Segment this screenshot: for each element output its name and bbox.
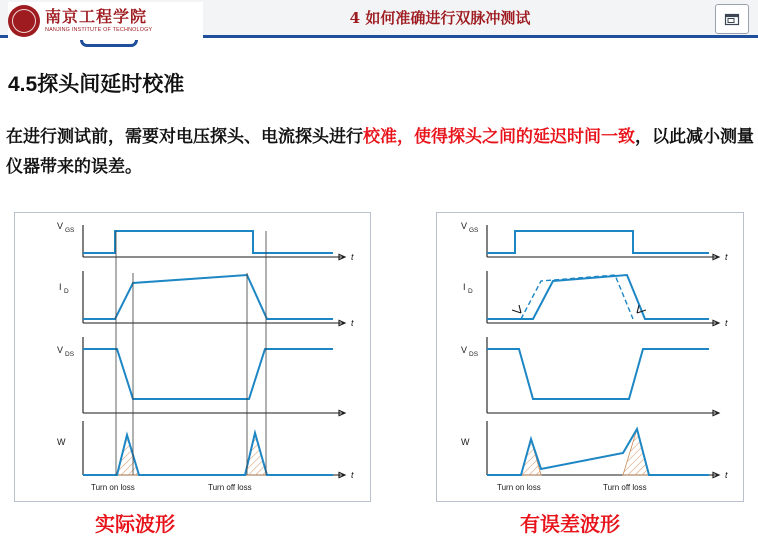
axis-label-t-w: t	[351, 470, 354, 480]
annotation-turn-off-loss: Turn off loss	[208, 483, 252, 492]
body-text-part2: ，以此减小测量仪器带来的误差。	[6, 127, 754, 176]
axis-label-t-vgs: t	[351, 252, 354, 262]
waveform-figure-error	[436, 212, 744, 502]
annotation-turn-on-loss: Turn on loss	[91, 483, 135, 492]
university-name-en: NANJING INSTITUTE OF TECHNOLOGY	[45, 26, 153, 33]
label-vgs-main: V	[57, 221, 64, 231]
label-vds-main: V	[57, 345, 64, 355]
label-id-sub: D	[64, 288, 69, 295]
label-id-sub-error: D	[468, 288, 473, 295]
label-id-main: I	[59, 282, 62, 292]
figure-caption-ideal: 实际波形	[95, 514, 175, 536]
body-paragraph	[6, 122, 754, 182]
page-title: 4.5探头间延时校准	[8, 73, 185, 96]
guide-lines	[116, 231, 266, 475]
restore-window-icon	[723, 11, 741, 27]
turn-off-loss-area-error	[623, 429, 649, 475]
restore-window-button[interactable]	[715, 4, 749, 34]
label-id-main-error: I	[463, 282, 466, 292]
figure-caption-error: 有误差波形	[520, 514, 620, 536]
label-vgs-main-error: V	[461, 221, 468, 231]
axis-label-t-id: t	[351, 318, 354, 328]
trace-vgs	[57, 221, 354, 262]
annotation-turn-off-loss-error: Turn off loss	[603, 483, 647, 492]
slide-header	[0, 0, 758, 42]
label-w-main: W	[57, 437, 66, 447]
label-w-main-error: W	[461, 437, 470, 447]
trace-id	[59, 271, 354, 328]
waveform-figure-ideal	[14, 212, 371, 502]
trace-w-error	[461, 421, 728, 480]
label-vds-sub: DS	[65, 351, 75, 358]
trace-vgs-error	[461, 221, 728, 262]
trace-vds	[57, 337, 345, 416]
body-text-part1: 在进行测试前，需要对电压探头、电流探头进行	[6, 127, 363, 146]
section-title: 4 如何准确进行双脉冲测试	[349, 9, 531, 27]
university-seal-icon	[8, 5, 40, 37]
trace-id-error	[463, 271, 728, 328]
label-vgs-sub: GS	[65, 227, 75, 234]
annotation-turn-on-loss-error: Turn on loss	[497, 483, 541, 492]
axis-label-t-vgs-error: t	[725, 252, 728, 262]
university-logo	[8, 2, 203, 40]
university-name-cn: 南京工程学院	[45, 6, 148, 26]
trace-vds-error	[461, 337, 719, 416]
body-text-highlight: 校准，使得探头之间的延迟时间一致	[363, 127, 635, 146]
label-vds-main-error: V	[461, 345, 468, 355]
label-vgs-sub-error: GS	[469, 227, 479, 234]
axis-label-t-id-error: t	[725, 318, 728, 328]
axis-label-t-w-error: t	[725, 470, 728, 480]
trace-w	[57, 421, 354, 480]
label-vds-sub-error: DS	[469, 351, 479, 358]
